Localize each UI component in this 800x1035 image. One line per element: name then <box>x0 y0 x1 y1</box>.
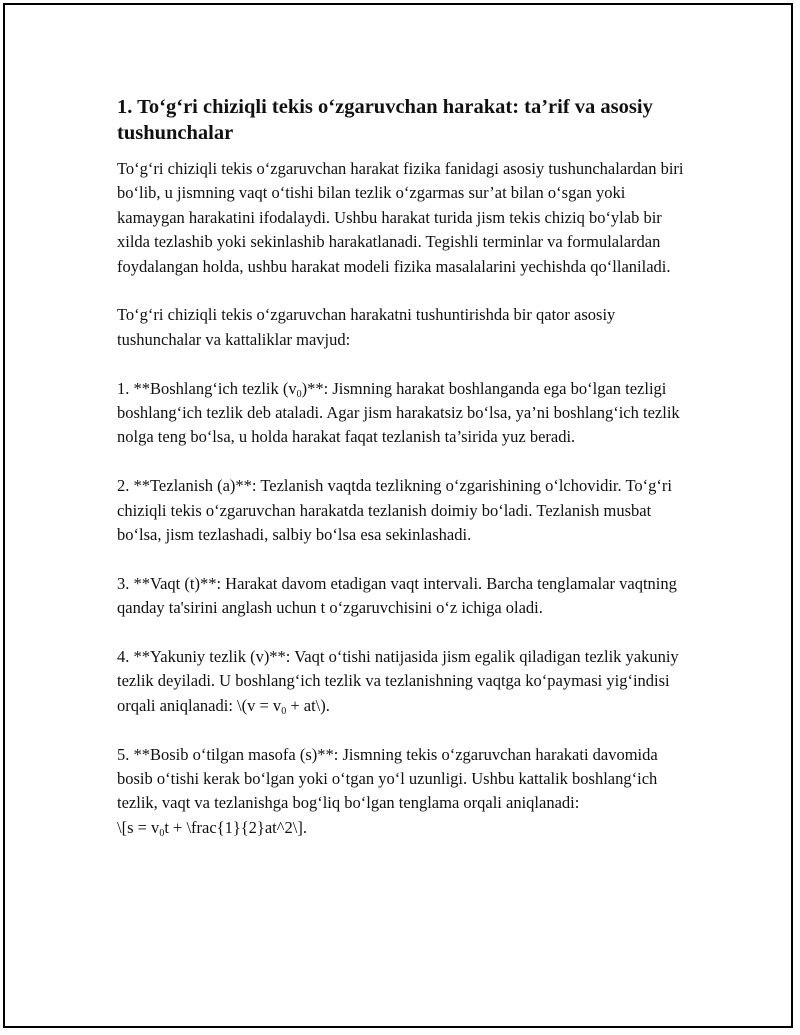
list-item-initial-velocity <box>117 377 697 450</box>
lead-paragraph: To‘g‘ri chiziqli tekis o‘zgaruvchan harakatni tushuntirishda bir qator asosiy tushunchalar va kattaliklar mavjud: <box>117 305 616 349</box>
item-text: 5. **Bosib o‘tilgan masofa (s)**: Jismning tekis o‘zgaruvchan harakati davomida bosib o‘tishi kerak bo‘lgan yoki o‘tgan yo‘l uzunligi. Ushbu kattalik boshlang‘ich tezlik, vaqt va tezlanishga bog‘liq bo‘lgan tenglama orqali aniqlanadi: <box>117 744 658 813</box>
item-text: 1. **Boshlang‘ich tezlik (v <box>117 378 297 398</box>
list-item-distance <box>117 743 697 841</box>
item-text: + at\). <box>286 695 330 715</box>
subscript: 0 <box>296 388 302 400</box>
subscript: 0 <box>281 705 287 717</box>
formula-text: \[s = v <box>117 817 160 837</box>
item-text: )**: Jismning harakat boshlanganda ega bo‘lgan tezligi boshlang‘ich tezlik deb ataladi. Agar jism harakatsiz bo‘lsa, ya’ni boshlang‘ich tezlik nolga teng bo‘lsa, u holda harakat faqat tezlanish ta’sirida yuz beradi. <box>117 378 680 447</box>
section-heading: 1. To‘g‘ri chiziqli tekis o‘zgaruvchan harakat: ta’rif va asosiy tushunchalar <box>117 96 653 144</box>
list-item-acceleration: 2. **Tezlanish (a)**: Tezlanish vaqtda tezlikning o‘zgarishining o‘lchovidir. To‘g‘ri chiziqli tekis o‘zgaruvchan harakatda tezlanish doimiy bo‘ladi. Tezlanish musbat bo‘lsa, jism tezlashadi, salbiy bo‘lsa esa sekinlashadi. <box>117 476 672 545</box>
document-body <box>117 94 697 865</box>
list-item-time: 3. **Vaqt (t)**: Harakat davom etadigan vaqt intervali. Barcha tenglamalar vaqtning qanday ta'sirini anglash uchun t o‘zgaruvchisini o‘z ichiga oladi. <box>117 573 677 618</box>
intro-paragraph: To‘g‘ri chiziqli tekis o‘zgaruvchan harakat fizika fanidagi asosiy tushunchalardan biri bo‘lib, u jismning vaqt o‘tishi bilan tezlik o‘zgarmas sur’at bilan o‘sgan yoki kamaygan harakatini ifodalaydi. Ushbu harakat turida jism tekis chiziq bo‘ylab bir xilda tezlashib yoki sekinlashib harakatlanadi. Tegishli terminlar va formulalardan foydalangan holda, ushbu harakat modeli fizika masalalarini yechishda qo‘llaniladi. <box>117 159 684 276</box>
item-text: 4. **Yakuniy tezlik (v)**: Vaqt o‘tishi natijasida jism egalik qiladigan tezlik yakuniy tezlik deyiladi. U boshlang‘ich tezlik va tezlanishning vaqtga ko‘paymasi yig‘indisi orqali aniqlanadi: \(v = v <box>117 647 679 715</box>
formula-text: t + \frac{1}{2}at^2\]. <box>164 817 307 837</box>
subscript: 0 <box>159 827 165 839</box>
list-item-final-velocity <box>117 645 697 718</box>
